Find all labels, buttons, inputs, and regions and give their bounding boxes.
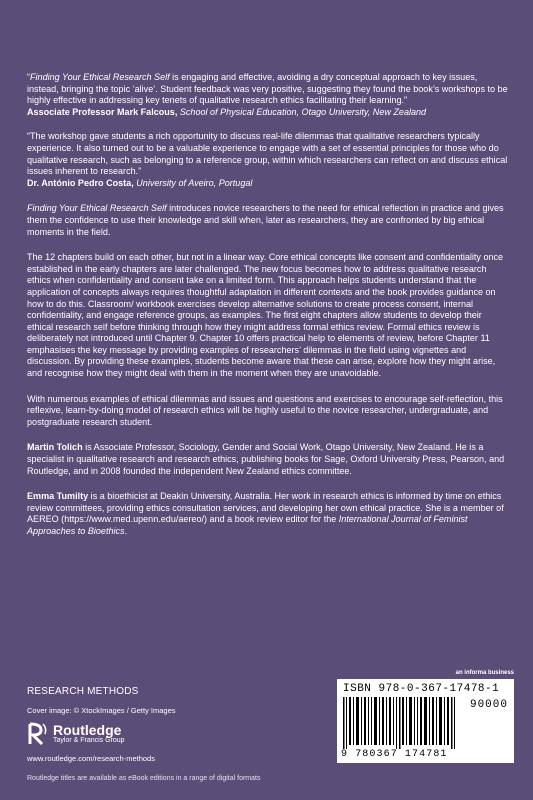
barcode-panel	[337, 670, 514, 764]
informa-tagline: an informa business	[455, 670, 514, 676]
cover-credit: Cover image: © XtockImages / Getty Images	[27, 706, 176, 715]
publisher-name: Routledge	[53, 722, 122, 738]
intro-paragraph: Finding Your Ethical Research Self introduces novice researchers to the need for ethical reflection in practice and gives them the confidence to use their knowledge and skill when, later as researchers, they are confronted by big ethical moments in the field.	[27, 203, 504, 237]
chapters-paragraph: The 12 chapters build on each other, but not in a linear way. Core ethical concepts like consent and confidentiality once established in the early chapters are later challenged. The new focus becomes how to address qualitative research ethics when confidentiality and consent take on a limited form. This approach helps students understand that the application of concepts always requires thoughtful adaptation in different contexts and the book provides guidance on how to do this. Classroom/ workbook exercises develop alternative solutions to create process consent, internal confidentiality, and engage reference groups, as examples. The first eight chapters allow students to develop their ethical research self before thinking through how they might address formal ethics review. Formal ethics review is deliberately not introduced until Chapter 9. Chapter 10 offers practical help to elements of review, before Chapter 11 emphasises the key message by providing examples of researchers’ dilemmas in the field using vignettes and discussion. By providing these examples, students become aware that these can arise, explore how they might arise, and recognise how they might deal with them in the moment when they are unavoidable.	[27, 252, 504, 379]
review-quote-2: “The workshop gave students a rich opportunity to discuss real-life dilemmas that qualitative researchers typically experience. It also turned out to be a valuable experience to engage with a set of essential principles for those who do qualitative research, such as belonging to a reference group, within which researchers can reflect on and discuss ethical issues inherent to research.” Dr. António Pedro Costa, University of Aveiro, Portugal	[27, 131, 508, 188]
quote-affiliation: University of Aveiro, Portugal	[133, 177, 253, 188]
quote-affiliation: School of Physical Education, Otago University, New Zealand	[177, 106, 427, 117]
barcode-bars-icon	[343, 697, 458, 749]
book-title: Finding Your Ethical Research Self	[30, 72, 170, 82]
routledge-logo-icon	[27, 722, 49, 746]
isbn-barcode	[337, 679, 514, 763]
publisher-website: www.routledge.com/research-methods	[27, 754, 155, 763]
isbn-text: ISBN 978-0-367-17478-1	[343, 683, 500, 695]
review-quote-1: “Finding Your Ethical Research Self is engaging and effective, avoiding a dry conceptual approach to key issues, instead, bringing the topic ‘alive’. Student feedback was very positive, suggesting they found the book’s workshops to be highly effective in addressing key tenets of qualitative research ethics facilitating their learning.” Associate Professor Mark Falcous, School of Physical Education, Otago University, New Zealand	[27, 72, 508, 117]
barcode-digits: 9 780367 174781	[341, 749, 448, 760]
publisher-block	[27, 686, 307, 763]
author-bio-1: Martin Tolich is Associate Professor, Sociology, Gender and Social Work, Otago University, New Zealand. He is a specialist in qualitative research and research ethics, publishing books for Sage, Oxford University Press, Pearson, and Routledge, and in 2008 founded the independent New Zealand ethics committee.	[27, 442, 505, 476]
quote-author: Dr. António Pedro Costa,	[27, 177, 134, 188]
publisher-group: Taylor & Francis Group	[53, 737, 125, 744]
quote-author: Associate Professor Mark Falcous,	[27, 106, 178, 117]
author-bio-2: Emma Tumilty is a bioethicist at Deakin University, Australia. Her work in research ethics is informed by time on ethics review committees, providing ethics consultation services, and developing her own ethical practice. She is a member of AEREO (https://www.med.upenn.edu/aereo/) and a book review editor for the International Journal of Feminist Approaches to Bioethics.	[27, 491, 504, 536]
ebook-footnote: Routledge titles are available as eBook editions in a range of digital formats	[27, 775, 261, 782]
series-label: RESEARCH METHODS	[27, 686, 139, 697]
publisher-logo	[27, 722, 307, 746]
summary-paragraph: With numerous examples of ethical dilemmas and issues and questions and exercises to encourage self-reflection, this reflexive, learn-by-doing model of research ethics will be highly useful to the novice researcher, undergraduate, and postgraduate research student.	[27, 393, 503, 427]
price-code: 90000	[469, 699, 508, 711]
back-cover-text	[27, 72, 509, 538]
